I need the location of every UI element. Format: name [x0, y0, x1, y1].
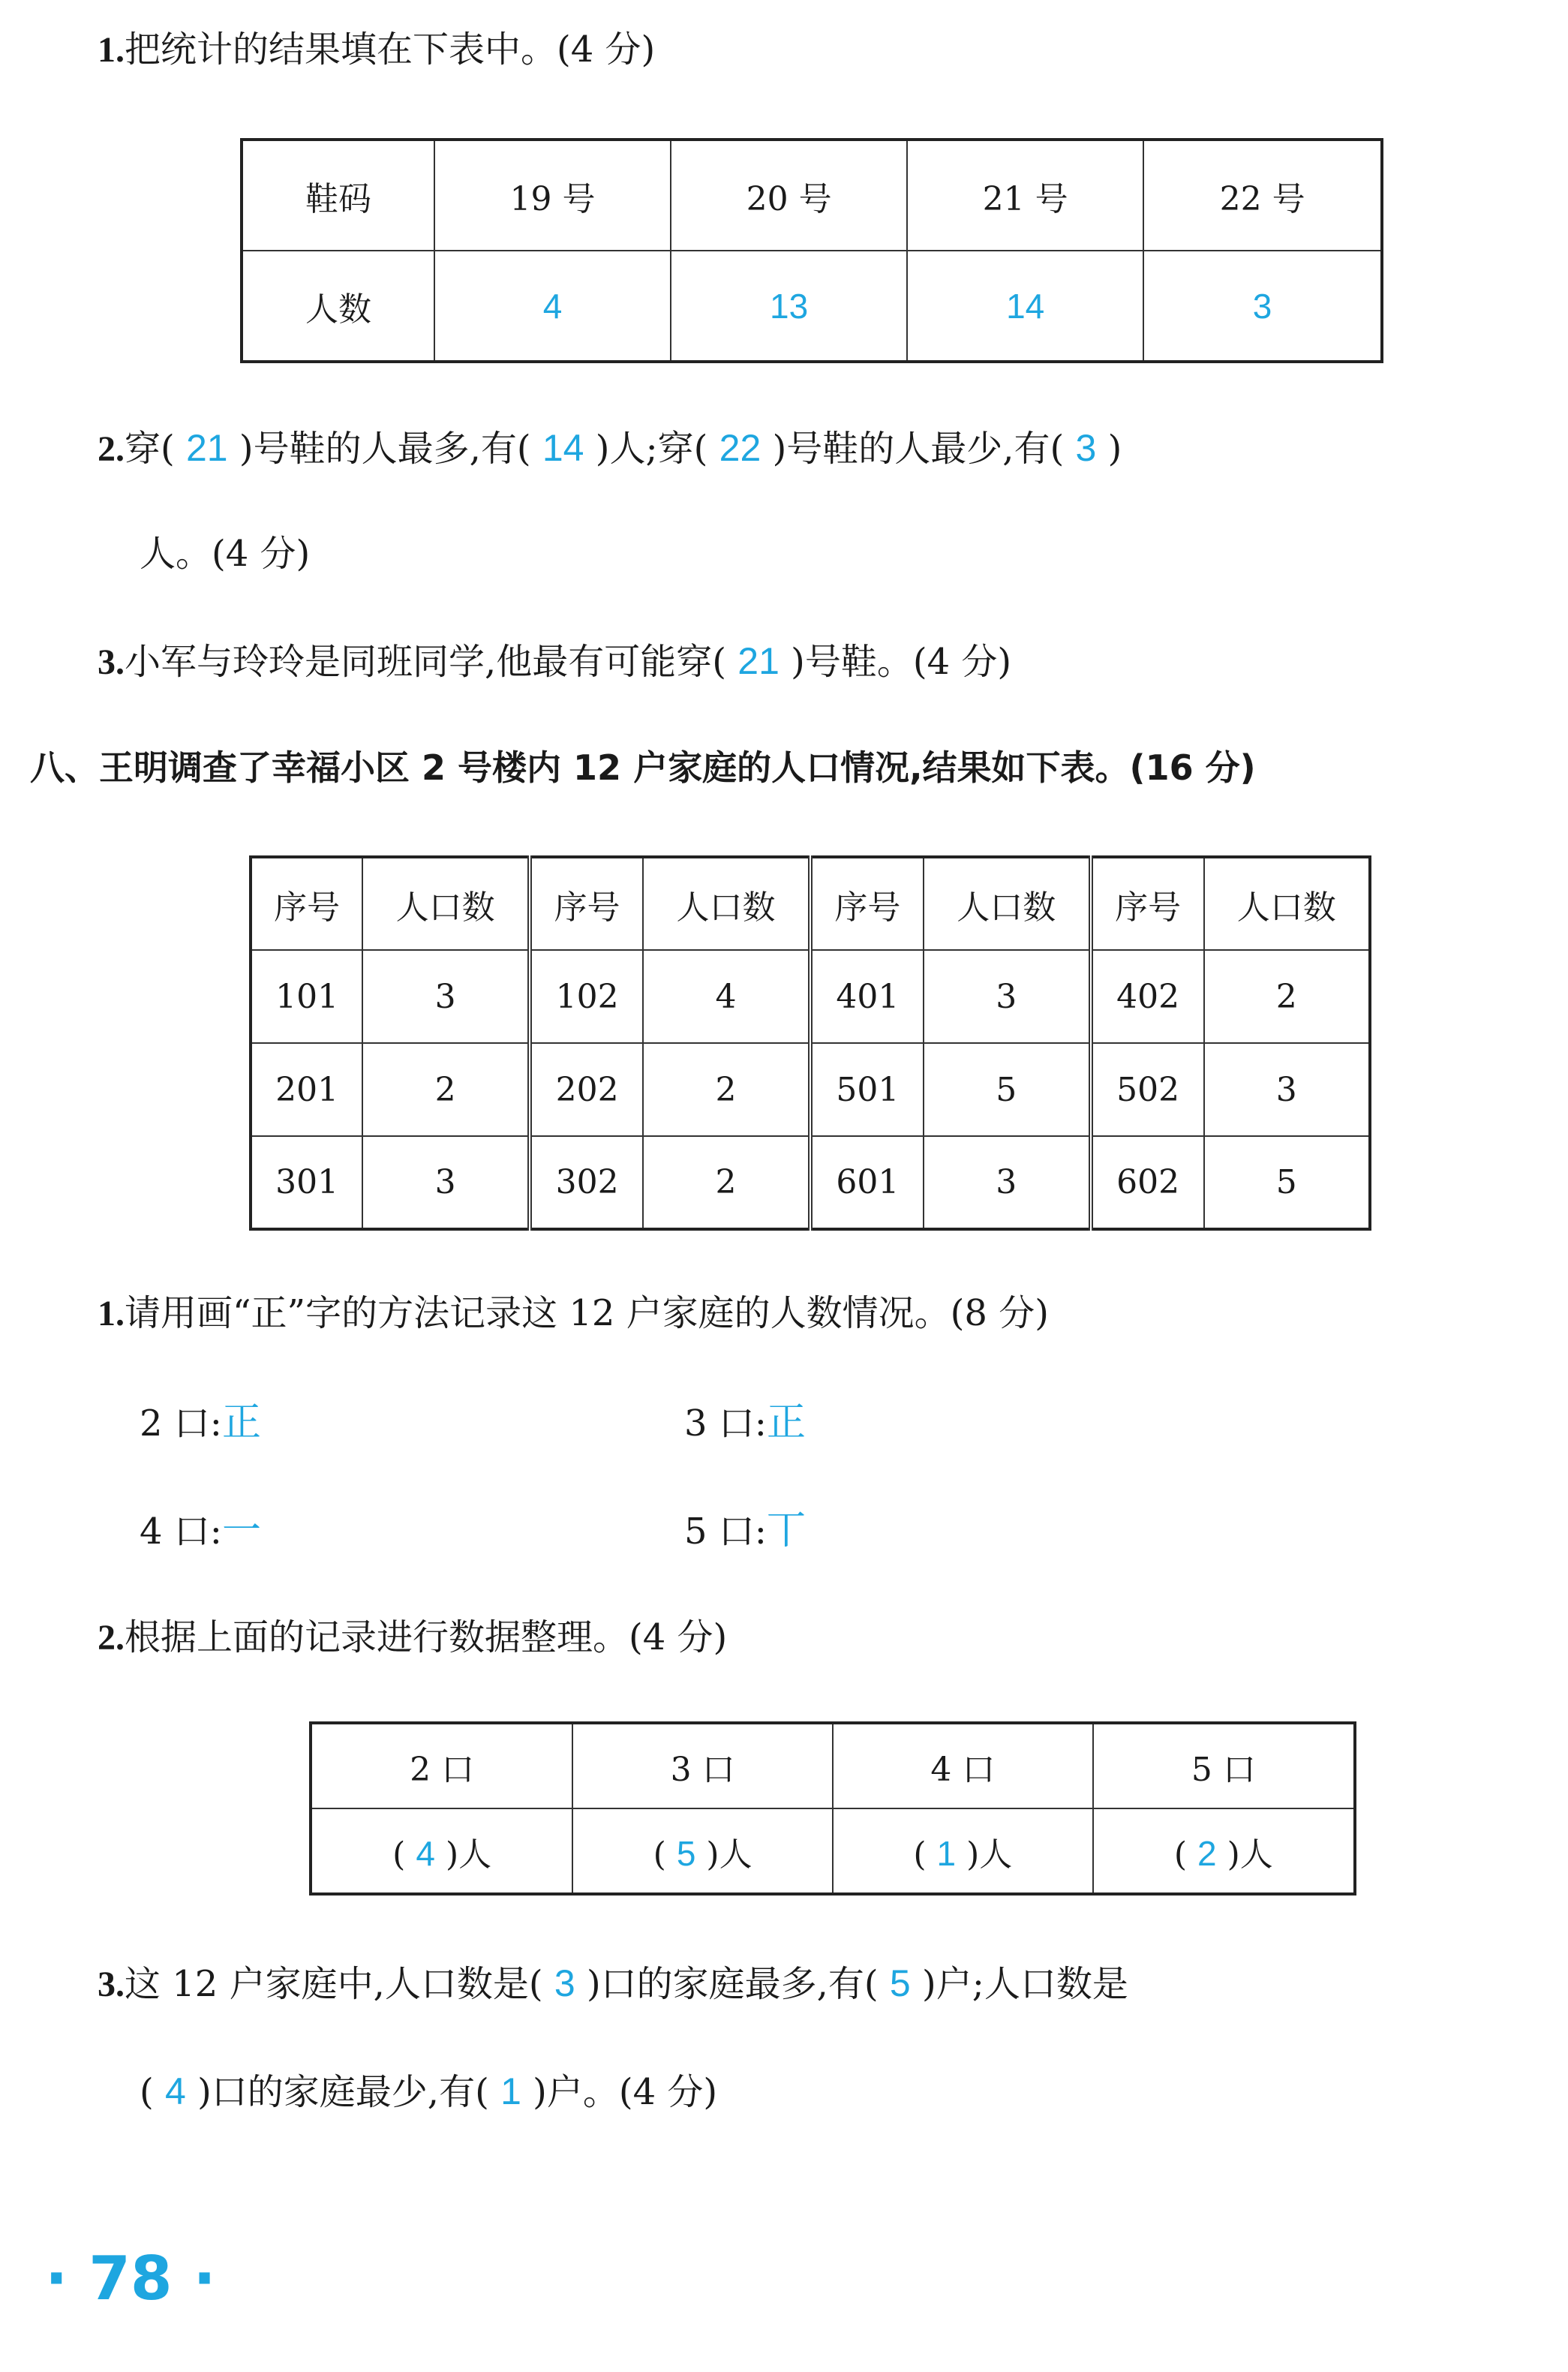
summary-header-cell: 4 口 [833, 1723, 1093, 1808]
table-cell: 402 [1091, 950, 1204, 1043]
table-cell: 2 [643, 1043, 810, 1136]
header-cell: 序号 [810, 857, 924, 950]
table-cell: 3 [362, 950, 530, 1043]
shoe-count-answer: 4 [434, 251, 671, 362]
answer: 1 [500, 2070, 521, 2112]
question-8-1: 1.请用画“正”字的方法记录这 12 户家庭的人数情况。(8 分) [98, 1292, 1049, 1334]
tally-mark: 正 [766, 1400, 806, 1445]
shoe-count-answer: 3 [1143, 251, 1382, 362]
header-cell: 人口数 [643, 857, 810, 950]
table-cell: 2 [643, 1136, 810, 1229]
table-cell: 101 [251, 950, 362, 1043]
table-cell: 401 [810, 950, 924, 1043]
summary-header-cell: 5 口 [1093, 1723, 1355, 1808]
header-cell: 人口数 [362, 857, 530, 950]
header-cell: 人口数 [1204, 857, 1370, 950]
table-cell: 3 [362, 1136, 530, 1229]
table-cell: 201 [251, 1043, 362, 1136]
summary-header-cell: 3 口 [572, 1723, 833, 1808]
shoe-header-cell: 21 号 [907, 140, 1143, 251]
shoe-row-label: 人数 [242, 251, 434, 362]
table-cell: 5 [924, 1043, 1091, 1136]
shoe-header-cell: 鞋码 [242, 140, 434, 251]
question-7-2: 2.穿( 21 )号鞋的人最多,有( 14 )人;穿( 22 )号鞋的人最少,有( 3 ) [98, 427, 1122, 470]
table-cell: 202 [530, 1043, 643, 1136]
answer: 4 [165, 2070, 186, 2112]
header-cell: 序号 [530, 857, 643, 950]
table-cell: 2 [1204, 950, 1370, 1043]
tally-3: 3 口:正 [684, 1400, 806, 1445]
tally-5: 5 口:丅 [684, 1508, 806, 1553]
summary-header-cell: 2 口 [311, 1723, 572, 1808]
answer: 3 [1075, 427, 1097, 469]
table-cell: 601 [810, 1136, 924, 1229]
summary-value-cell: ( 5 )人 [572, 1808, 833, 1894]
table-cell: 3 [924, 1136, 1091, 1229]
table-cell: 4 [643, 950, 810, 1043]
page-number: · 78 · [45, 2244, 216, 2313]
answer: 21 [737, 640, 779, 682]
table-cell: 602 [1091, 1136, 1204, 1229]
table-cell: 502 [1091, 1043, 1204, 1136]
answer: 5 [889, 1962, 911, 2004]
table-cell: 302 [530, 1136, 643, 1229]
question-8-2: 2.根据上面的记录进行数据整理。(4 分) [98, 1616, 728, 1658]
summary-value-cell: ( 2 )人 [1093, 1808, 1355, 1894]
answer: 22 [719, 427, 761, 469]
tally-4: 4 口:一 [140, 1508, 261, 1553]
question-8-3-cont: ( 4 )口的家庭最少,有( 1 )户。(4 分) [140, 2070, 718, 2113]
shoe-count-answer: 14 [907, 251, 1143, 362]
question-7-3: 3.小军与玲玲是同班同学,他最有可能穿( 21 )号鞋。(4 分) [98, 640, 1012, 683]
shoe-header-cell: 20 号 [671, 140, 907, 251]
question-7-1: 1.把统计的结果填在下表中。(4 分) [98, 29, 656, 71]
tally-2: 2 口:正 [140, 1400, 261, 1445]
shoe-count-answer: 13 [671, 251, 907, 362]
header-cell: 序号 [1091, 857, 1204, 950]
section-8-heading: 八、王明调查了幸福小区 2 号楼内 12 户家庭的人口情况,结果如下表。(16 分) [30, 747, 1256, 788]
table-cell: 301 [251, 1136, 362, 1229]
summary-value-cell: ( 1 )人 [833, 1808, 1093, 1894]
question-8-3: 3.这 12 户家庭中,人口数是( 3 )口的家庭最多,有( 5 )户;人口数是 [98, 1962, 1128, 2005]
header-cell: 序号 [251, 857, 362, 950]
tally-mark: 正 [221, 1400, 261, 1445]
answer: 14 [542, 427, 584, 469]
shoe-size-table [240, 138, 1383, 363]
tally-mark: 一 [221, 1508, 261, 1553]
shoe-header-cell: 22 号 [1143, 140, 1382, 251]
table-cell: 102 [530, 950, 643, 1043]
table-cell: 5 [1204, 1136, 1370, 1229]
table-cell: 3 [924, 950, 1091, 1043]
table-cell: 501 [810, 1043, 924, 1136]
question-7-2-cont: 人。(4 分) [140, 533, 311, 575]
household-table [249, 855, 1371, 1231]
summary-value-cell: ( 4 )人 [311, 1808, 572, 1894]
table-cell: 2 [362, 1043, 530, 1136]
answer: 3 [554, 1962, 575, 2004]
answer: 21 [186, 427, 228, 469]
table-cell: 3 [1204, 1043, 1370, 1136]
summary-table [309, 1721, 1356, 1895]
tally-mark: 丅 [766, 1508, 806, 1553]
shoe-header-cell: 19 号 [434, 140, 671, 251]
header-cell: 人口数 [924, 857, 1091, 950]
